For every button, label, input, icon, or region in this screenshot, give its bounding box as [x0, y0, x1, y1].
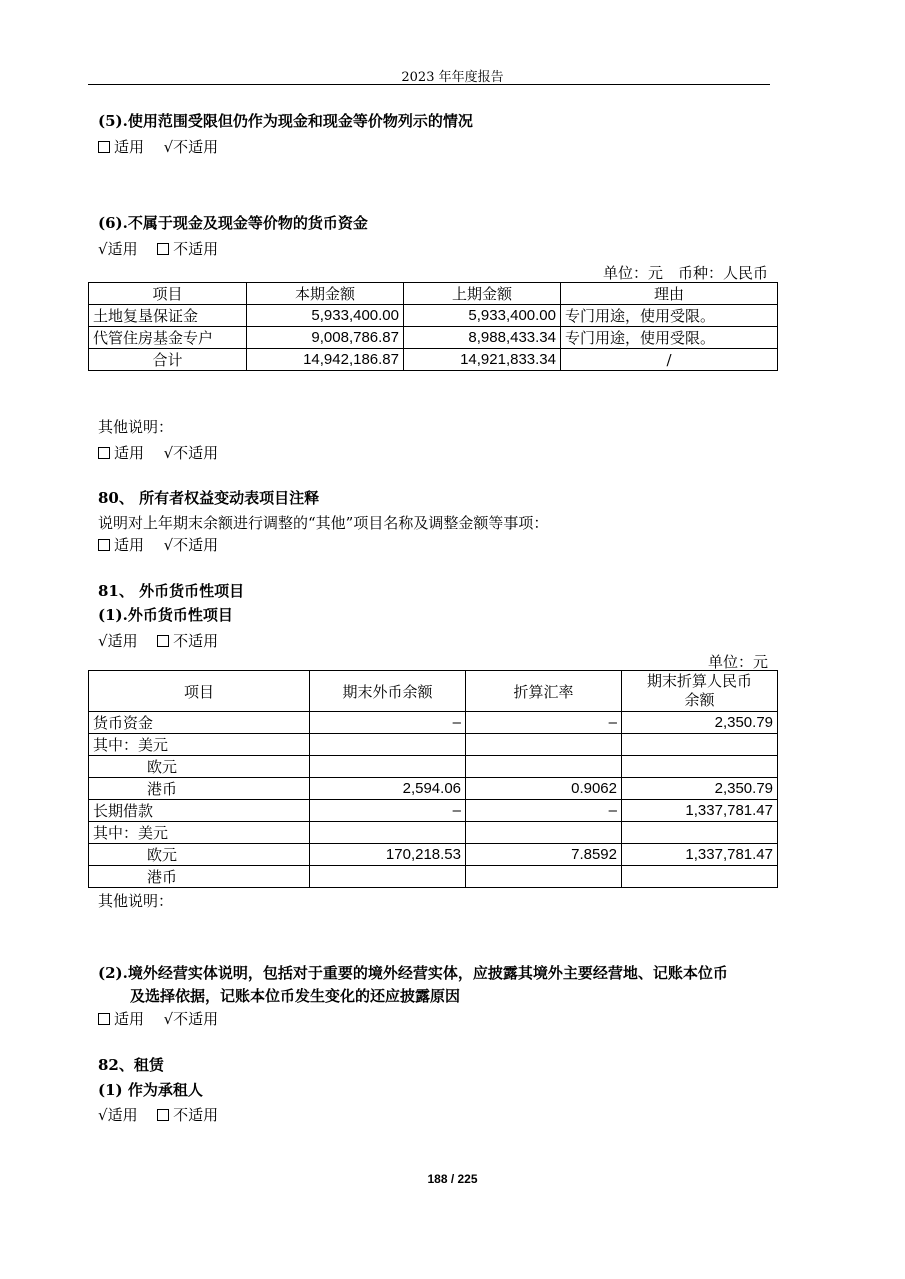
col-header-line1: 期末折算人民币 [646, 672, 752, 690]
section-81-heading: 81、 外币货币性项目 [98, 582, 245, 600]
section-81-2-heading-line2: 及选择依据，记账本位币发生变化的还应披露原因 [130, 987, 461, 1005]
checkbox-empty-icon [98, 1013, 110, 1025]
cell: 欧元 [89, 844, 310, 866]
cell [466, 756, 622, 778]
opt-not-applicable: 不适用 [173, 1010, 219, 1028]
cell: 专门用途，使用受限。 [561, 305, 778, 327]
section-81-unit: 单位：元 [707, 653, 768, 671]
col-header: 项目 [89, 671, 310, 712]
section-82-options [98, 1104, 218, 1125]
cell [466, 866, 622, 888]
cell: 专门用途，使用受限。 [561, 327, 778, 349]
checkbox-empty-icon [98, 141, 110, 153]
cell [622, 822, 778, 844]
cell: 2,350.79 [622, 778, 778, 800]
opt-applicable: 适用 [114, 444, 145, 462]
section-80-options [98, 534, 218, 555]
opt-not-applicable: 不适用 [173, 138, 219, 156]
checkbox-empty-icon [157, 243, 169, 255]
check-mark-icon: √ [98, 632, 108, 650]
cell [310, 734, 466, 756]
opt-not-applicable: 不适用 [173, 444, 219, 462]
table-row [89, 844, 778, 866]
cell: 14,921,833.34 [404, 349, 561, 371]
restricted-cash-table [88, 282, 778, 371]
table-row [89, 800, 778, 822]
cell [466, 822, 622, 844]
section-5-heading: (5).使用范围受限但仍作为现金和现金等价物列示的情况 [98, 112, 473, 130]
opt-applicable: 适用 [114, 1010, 145, 1028]
cell: 港币 [89, 778, 310, 800]
cell [622, 756, 778, 778]
report-header-title: 2023 年年度报告 [401, 70, 504, 85]
cell: 合计 [89, 349, 247, 371]
section-6-heading: (6).不属于现金及现金等价物的货币资金 [98, 214, 368, 232]
table-row [89, 305, 778, 327]
cell [466, 734, 622, 756]
cell: 土地复垦保证金 [89, 305, 247, 327]
cell [310, 756, 466, 778]
table-row [89, 327, 778, 349]
col-header: 折算汇率 [466, 671, 622, 712]
cell: 170,218.53 [310, 844, 466, 866]
opt-not-applicable: 不适用 [173, 536, 219, 554]
table-row [89, 349, 778, 371]
table-row [89, 822, 778, 844]
other-note-options [98, 442, 218, 463]
col-header: 本期金额 [247, 283, 404, 305]
col-header-line2: 余额 [684, 691, 715, 709]
section-5-options [98, 136, 218, 157]
table-row [89, 778, 778, 800]
table-row [89, 866, 778, 888]
cell [310, 866, 466, 888]
check-mark-icon: √ [163, 444, 174, 462]
section-80-text: 说明对上年期末余额进行调整的“其他”项目名称及调整金额等事项： [98, 514, 549, 532]
section-81-2-options [98, 1008, 218, 1029]
cell: – [466, 712, 622, 734]
cell: 8,988,433.34 [404, 327, 561, 349]
section-81-2-heading-line1: (2).境外经营实体说明，包括对于重要的境外经营实体，应披露其境外主要经营地、记账本位币 [98, 964, 728, 982]
cell: – [310, 800, 466, 822]
table-row [89, 712, 778, 734]
cell: – [466, 800, 622, 822]
col-header: 理由 [561, 283, 778, 305]
opt-applicable: 适用 [107, 240, 138, 258]
cell: 欧元 [89, 756, 310, 778]
cell: 长期借款 [89, 800, 310, 822]
checkbox-empty-icon [157, 1109, 169, 1121]
cell: 5,933,400.00 [404, 305, 561, 327]
section-82-subheading: (1) 作为承租人 [98, 1081, 203, 1099]
page-number: 188 / 225 [427, 1172, 478, 1186]
opt-not-applicable: 不适用 [173, 1106, 219, 1124]
col-header: 项目 [89, 283, 247, 305]
check-mark-icon: √ [163, 536, 174, 554]
section-6-unit: 单位：元 币种：人民币 [602, 264, 768, 282]
cell: 其中：美元 [89, 734, 310, 756]
foreign-currency-table [88, 670, 778, 888]
cell: 1,337,781.47 [622, 800, 778, 822]
cell: 2,350.79 [622, 712, 778, 734]
cell [622, 734, 778, 756]
cell: – [310, 712, 466, 734]
cell: 其中：美元 [89, 822, 310, 844]
cell: 7.8592 [466, 844, 622, 866]
cell: 5,933,400.00 [247, 305, 404, 327]
check-mark-icon: √ [163, 1010, 174, 1028]
opt-applicable: 适用 [114, 536, 145, 554]
table-row [89, 734, 778, 756]
table-header-row [89, 283, 778, 305]
check-mark-icon: √ [98, 240, 108, 258]
section-81-other-note: 其他说明： [98, 892, 174, 910]
cell: 货币资金 [89, 712, 310, 734]
section-6-options [98, 238, 218, 259]
check-mark-icon: √ [98, 1106, 108, 1124]
cell: 代管住房基金专户 [89, 327, 247, 349]
cell: 14,942,186.87 [247, 349, 404, 371]
section-81-subheading: (1).外币货币性项目 [98, 606, 233, 624]
checkbox-empty-icon [157, 635, 169, 647]
col-header: 上期金额 [404, 283, 561, 305]
cell: / [561, 349, 778, 371]
cell: 0.9062 [466, 778, 622, 800]
opt-applicable: 适用 [107, 1106, 138, 1124]
cell [310, 822, 466, 844]
header-rule [88, 84, 770, 85]
checkbox-empty-icon [98, 539, 110, 551]
cell: 港币 [89, 866, 310, 888]
table-row [89, 756, 778, 778]
other-note-label: 其他说明： [98, 418, 174, 436]
col-header: 期末外币余额 [310, 671, 466, 712]
table-header-row [89, 671, 778, 712]
checkbox-empty-icon [98, 447, 110, 459]
section-80-heading: 80、 所有者权益变动表项目注释 [98, 489, 320, 507]
cell: 9,008,786.87 [247, 327, 404, 349]
section-82-heading: 82、租赁 [98, 1056, 164, 1074]
col-header [622, 671, 778, 712]
opt-not-applicable: 不适用 [173, 632, 219, 650]
cell: 2,594.06 [310, 778, 466, 800]
cell [622, 866, 778, 888]
opt-applicable: 适用 [114, 138, 145, 156]
opt-not-applicable: 不适用 [173, 240, 219, 258]
section-81-options [98, 630, 218, 651]
check-mark-icon: √ [163, 138, 174, 156]
cell: 1,337,781.47 [622, 844, 778, 866]
opt-applicable: 适用 [107, 632, 138, 650]
